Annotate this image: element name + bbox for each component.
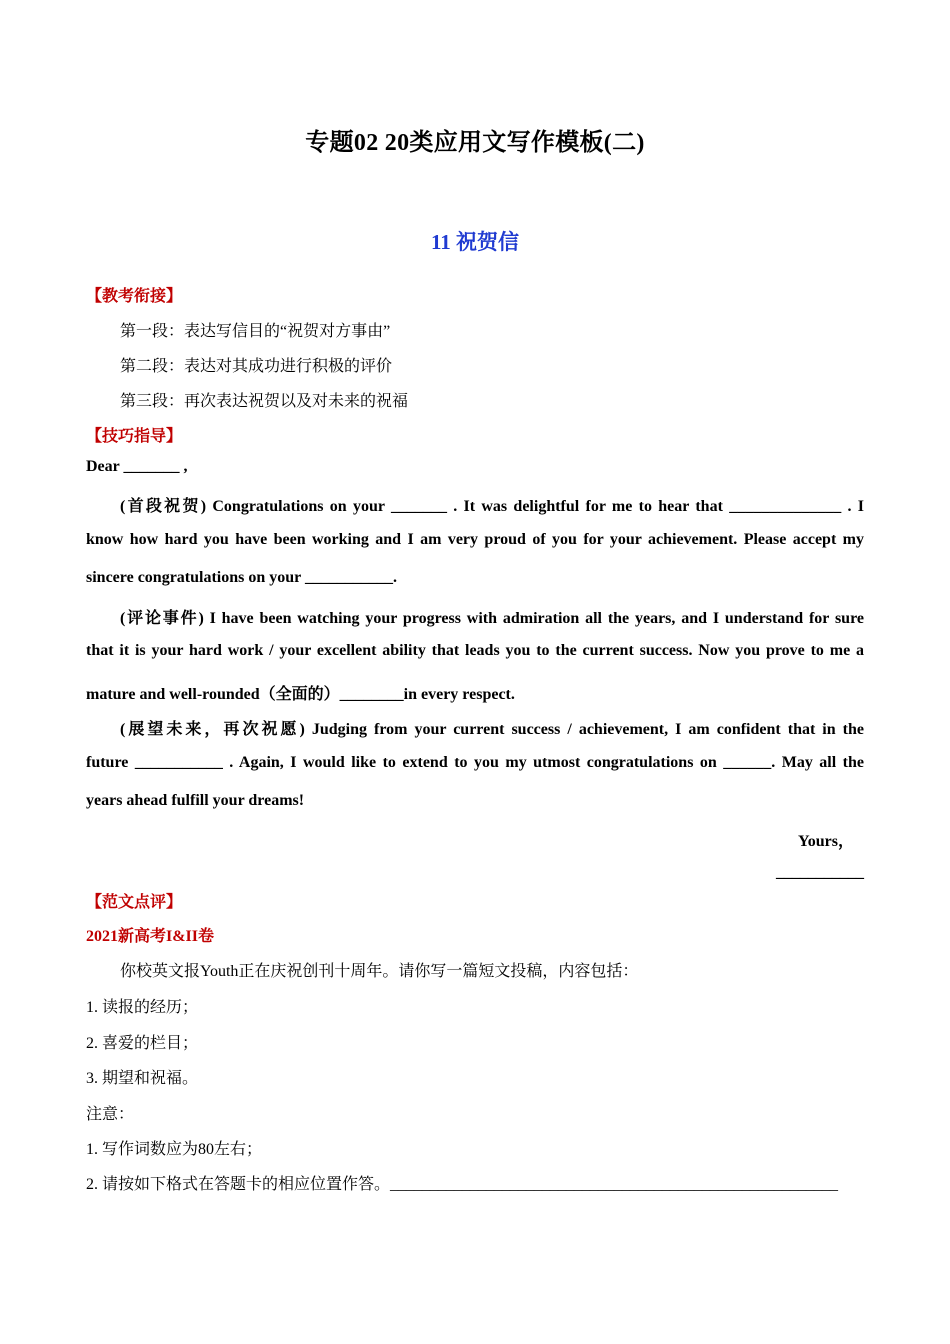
exam-note: 1. 写作词数应为80左右； <box>86 1141 263 1158</box>
structure-item: 第三段：再次表达祝贺以及对未来的祝福 <box>120 393 409 410</box>
heading-fanwen: 【范文点评】 <box>86 894 183 911</box>
template-paragraph-2-line: that it is your hard work / your excellent ability that leads you to the current success. Now you prove to me a <box>86 642 864 659</box>
structure-item: 第二段：表达对其成功进行积极的评价 <box>120 358 393 375</box>
template-paragraph-3-line: future ___________ . Again, I would like to extend to you my utmost congratulations on ______. May all the <box>86 754 864 771</box>
structure-item: 第一段：表达写信目的“祝贺对方事由” <box>120 323 391 340</box>
heading-jiaokao: 【教考衔接】 <box>86 288 183 305</box>
exam-prompt: 你校英文报Youth正在庆祝创刊十周年。请你写一篇短文投稿，内容包括： <box>120 963 639 980</box>
exam-item: 3. 期望和祝福。 <box>86 1070 199 1087</box>
template-paragraph-2-line: mature and well-rounded（全面的）________in every respect. <box>86 686 515 703</box>
document-title: 专题02 20类应用文写作模板(二) <box>305 130 645 156</box>
template-salutation: Dear _______ , <box>86 458 188 475</box>
exam-item: 2. 喜爱的栏目； <box>86 1035 199 1052</box>
exam-item: 1. 读报的经历； <box>86 999 199 1016</box>
template-paragraph-3-line: years ahead fulfill your dreams! <box>86 792 305 809</box>
section-title: 11 祝贺信 <box>430 230 520 254</box>
exam-label: 2021新高考I&II卷 <box>86 928 215 945</box>
heading-jiqiao: 【技巧指导】 <box>86 428 183 445</box>
template-paragraph-1-line: (首段祝贺) Congratulations on your _______ . It was delightful for me to hear that ______________ . I <box>120 498 864 515</box>
template-closing: Yours， <box>797 833 854 850</box>
template-paragraph-3-line: (展望未来，再次祝愿) Judging from your current success / achievement, I am confident that in the <box>120 721 864 738</box>
exam-note-label: 注意： <box>86 1106 135 1123</box>
template-paragraph-2-line: (评论事件) I have been watching your progress with admiration all the years, and I understand for sure <box>120 610 864 627</box>
template-signature: ___________ <box>776 864 864 881</box>
exam-note: 2. 请按如下格式在答题卡的相应位置作答。________________________________________________________ <box>86 1176 839 1193</box>
template-paragraph-1-line: know how hard you have been working and I am very proud of you for your achievement. Please accept my <box>86 531 864 548</box>
template-paragraph-1-line: sincere congratulations on your ___________. <box>86 569 397 586</box>
